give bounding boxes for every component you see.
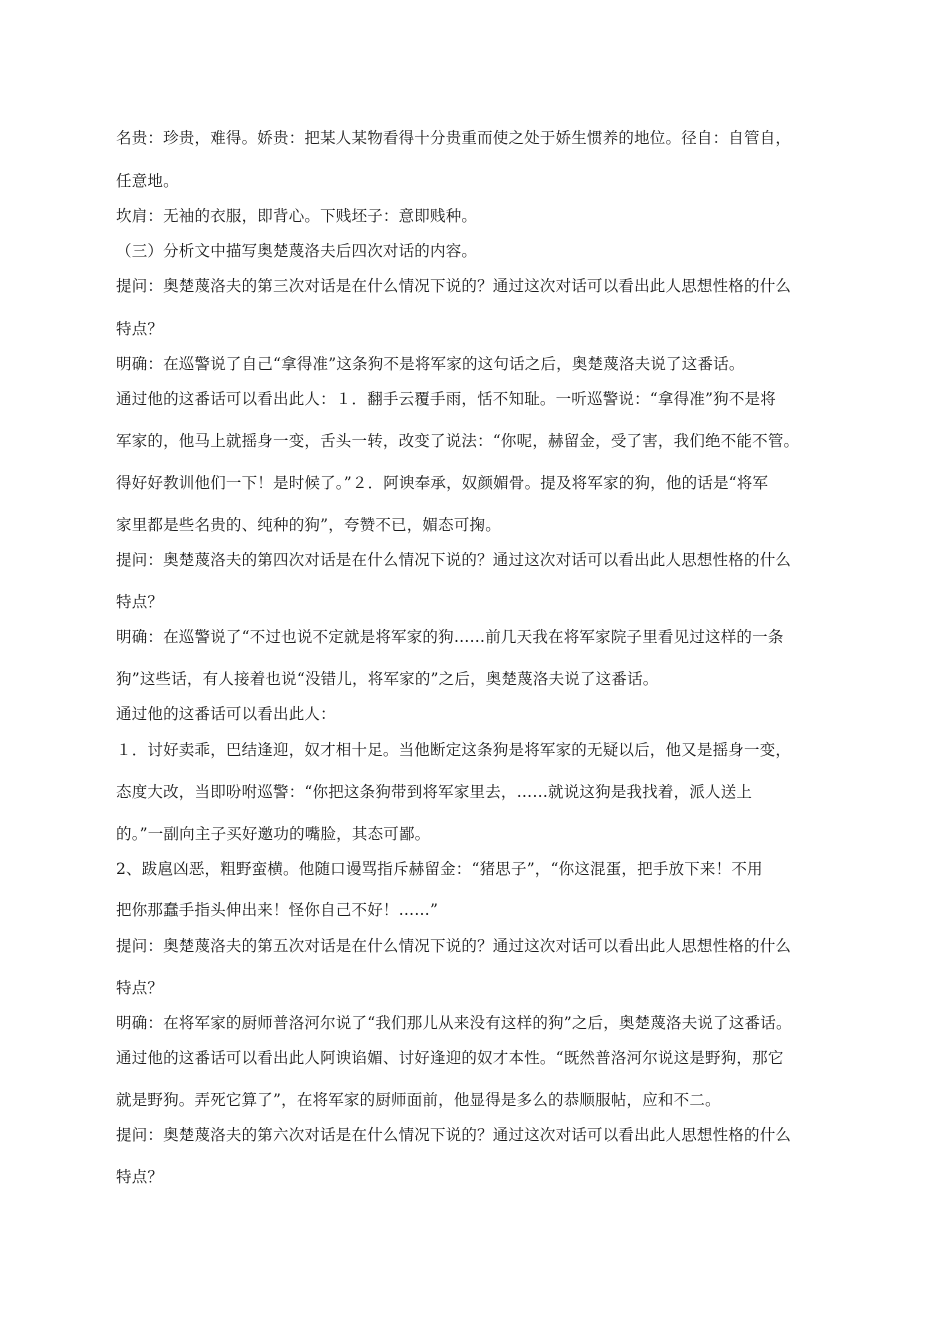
text-line: 任意地。 xyxy=(116,172,179,190)
text-line: 明确：在巡警说了自己“拿得准”这条狗不是将军家的这句话之后，奥楚蔑洛夫说了这番话。 xyxy=(116,355,745,373)
text-line: 特点？ xyxy=(116,593,164,611)
text-line: 提问：奥楚蔑洛夫的第五次对话是在什么情况下说的？通过这次对话可以看出此人思想性格的什么 xyxy=(116,937,792,955)
text-line: 通过他的这番话可以看出此人：１．翻手云覆手雨，恬不知耻。一听巡警说：“拿得准”狗不是将 xyxy=(116,390,776,408)
text-line: 态度大改，当即吩咐巡警：“你把这条狗带到将军家里去，……就说这狗是我找着，派人送上 xyxy=(116,783,753,801)
text-line: 特点？ xyxy=(116,979,164,997)
text-line: （三）分析文中描写奥楚蔑洛夫后四次对话的内容。 xyxy=(116,242,478,260)
text-line: 狗”这些话，有人接着也说“没错儿，将军家的”之后，奥楚蔑洛夫说了这番话。 xyxy=(116,670,659,688)
text-line: 军家的，他马上就摇身一变，舌头一转，改变了说法：“你呢，赫留金，受了害，我们绝不能不管。 xyxy=(116,432,800,450)
text-line: 得好好教训他们一下！是时候了。”２．阿谀奉承，奴颜媚骨。提及将军家的狗，他的话是“将军 xyxy=(116,474,769,492)
text-line: 提问：奥楚蔑洛夫的第三次对话是在什么情况下说的？通过这次对话可以看出此人思想性格的什么 xyxy=(116,277,792,295)
text-line: 名贵：珍贵，难得。娇贵：把某人某物看得十分贵重而使之处于娇生惯养的地位。径自：自管自， xyxy=(116,129,792,147)
text-line: １．讨好卖乖，巴结逢迎，奴才相十足。当他断定这条狗是将军家的无疑以后，他又是摇身一变， xyxy=(116,741,792,759)
text-line: 特点？ xyxy=(116,320,164,338)
text-line: 把你那蠢手指头伸出来！怪你自己不好！……” xyxy=(116,901,439,919)
text-line: 明确：在巡警说了“不过也说不定就是将军家的狗……前几天我在将军家院子里看见过这样的一条 xyxy=(116,628,784,646)
text-line: 特点？ xyxy=(116,1168,164,1186)
text-line: 通过他的这番话可以看出此人阿谀谄媚、讨好逢迎的奴才本性。“既然普洛河尔说这是野狗，那它 xyxy=(116,1049,784,1067)
text-line: 提问：奥楚蔑洛夫的第六次对话是在什么情况下说的？通过这次对话可以看出此人思想性格的什么 xyxy=(116,1126,792,1144)
text-line: 2、跋扈凶恶，粗野蛮横。他随口谩骂指斥赫留金：“猪思子”，“你这混蛋，把手放下来！不用 xyxy=(116,860,763,878)
text-line: 的。”一副向主子买好邀功的嘴脸，其态可鄙。 xyxy=(116,825,431,843)
text-line: 家里都是些名贵的、纯种的狗”，夸赞不已，媚态可掬。 xyxy=(116,516,501,534)
text-line: 明确：在将军家的厨师普洛河尔说了“我们那儿从来没有这样的狗”之后，奥楚蔑洛夫说了这番话。 xyxy=(116,1014,792,1032)
text-line: 通过他的这番话可以看出此人： xyxy=(116,705,336,723)
text-line: 坎肩：无袖的衣服，即背心。下贱坯子：意即贱种。 xyxy=(116,207,478,225)
text-line: 提问：奥楚蔑洛夫的第四次对话是在什么情况下说的？通过这次对话可以看出此人思想性格的什么 xyxy=(116,551,792,569)
text-line: 就是野狗。弄死它算了”，在将军家的厨师面前，他显得是多么的恭顺服帖，应和不二。 xyxy=(116,1091,721,1109)
